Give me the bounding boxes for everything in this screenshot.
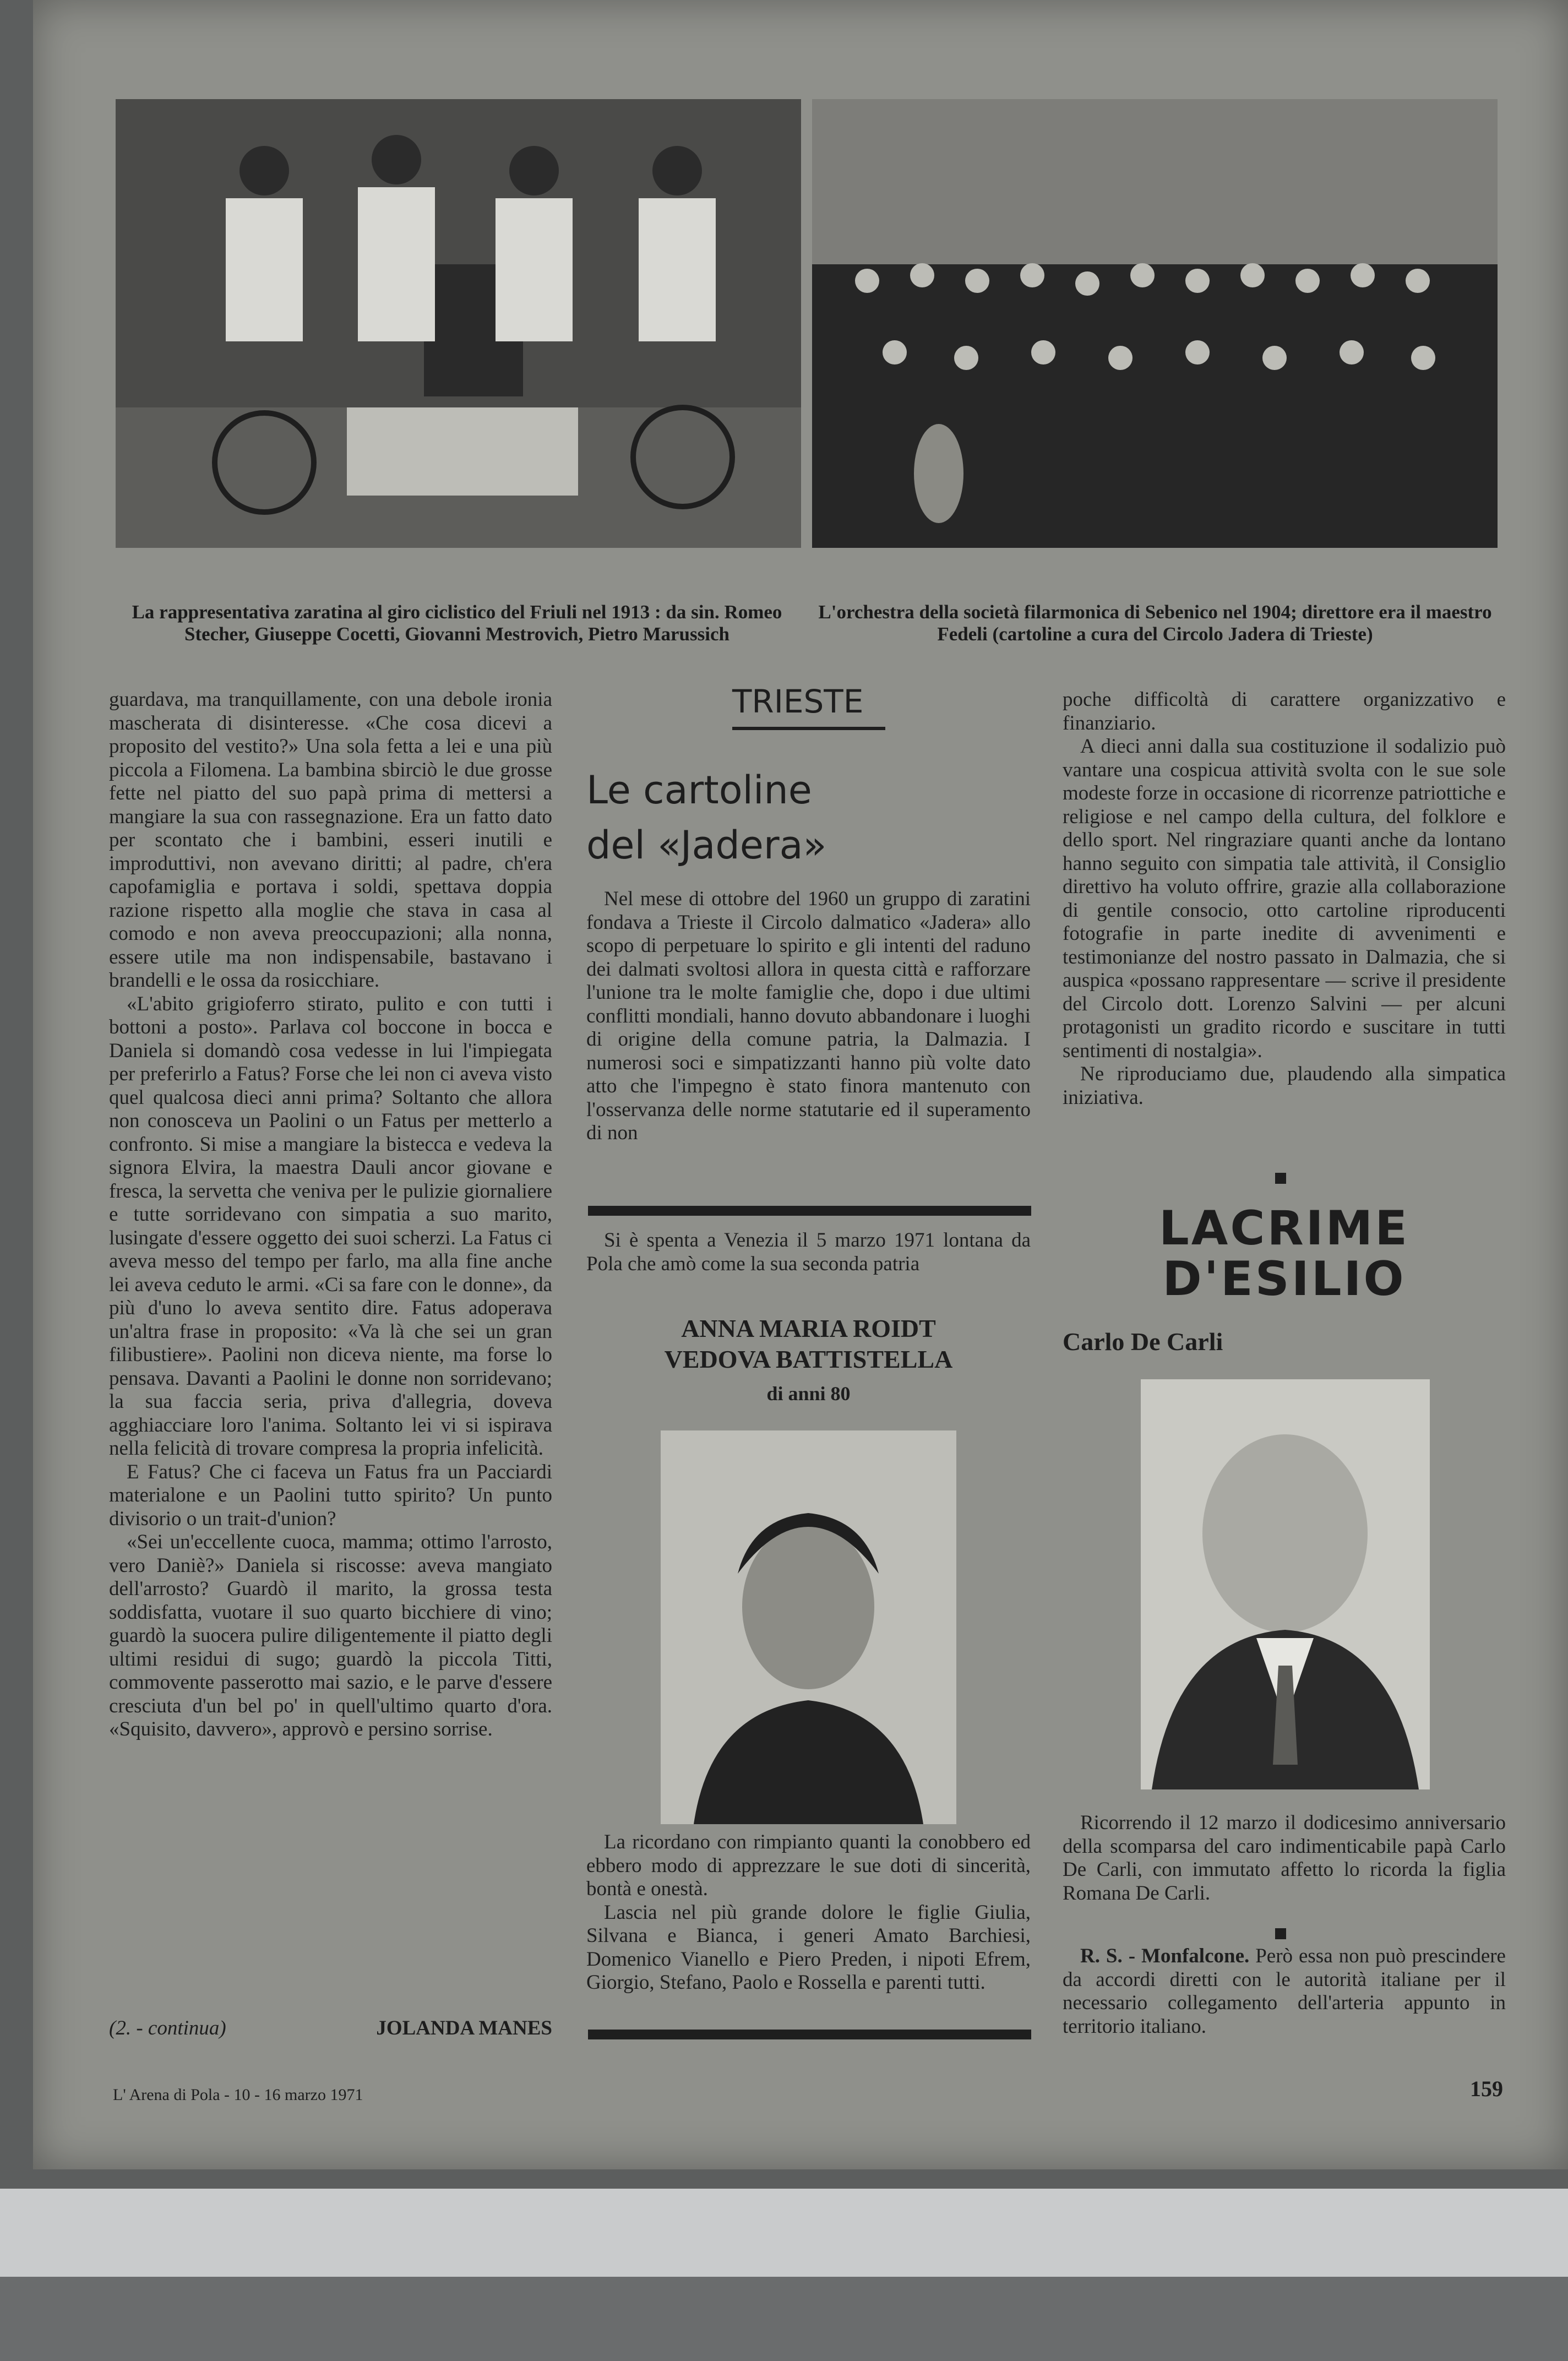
photo-orchestra: [812, 99, 1498, 548]
obituary-body: [586, 1831, 1031, 1995]
obituary-name-line: VEDOVA BATTISTELLA: [664, 1345, 953, 1373]
byline: Carlo De Carli: [1063, 1328, 1223, 1356]
obituary-paragraph: La ricordano con rimpianto quanti la conobbero ed ebbero modo di apprezzare le sue doti di sincerità, bontà e onestà.: [586, 1831, 1031, 1900]
story-column: [109, 688, 552, 1742]
article-paragraph: poche difficoltà di carattere organizzativo e finanziario.: [1063, 688, 1506, 735]
caption-orchestra: L'orchestra della società filarmonica di Sebenico nel 1904; direttore era il maestro Fedeli (cartoline a cura del Circolo Jadera di Trieste): [818, 601, 1492, 645]
memorial-text: [1063, 1811, 1506, 1905]
caption-cyclists: La rappresentativa zaratina al giro ciclistico del Friuli nel 1913 : da sin. Romeo Stecher, Giuseppe Cocetti, Giovanni Mestrovich, Pietro Marussich: [132, 601, 782, 645]
obituary-intro: [586, 1229, 1031, 1276]
background-strip-lower: [0, 2277, 1568, 2361]
article-title: [586, 763, 826, 873]
headline-line: D'ESILIO: [1162, 1252, 1406, 1307]
photo-cyclists: [116, 99, 801, 548]
section-underline: [732, 727, 885, 730]
end-mark: [1275, 1173, 1286, 1184]
story-paragraph: «Sei un'eccellente cuoca, mamma; ottimo l'arrosto, vero Daniè?» Daniela si riscosse: aveva mangiato dell'arrosto? Guardò il marito, la grossa testa soddisfatta, vuotare il suo quarto bicchiere di vino; guardò la suocera pulire diligentemente il piatto degli ultimi residui di sugo; guardò la piccola Titti, commovente passerotto mai sazio, e le parve d'essere cresciuta d'un bel po' in quell'ultimo quarto d'ora. «Squisito, davvero», approvò e persino sorrise.: [109, 1531, 552, 1740]
end-mark: [1275, 1928, 1286, 1939]
background-strip: [0, 2189, 1568, 2277]
footer-publication: L' Arena di Pola - 10 - 16 marzo 1971: [113, 2086, 363, 2104]
section-label: TRIESTE: [732, 683, 864, 720]
story-paragraph: guardava, ma tranquillamente, con una debole ironia mascherata di disinteresse. «Che cosa dicevi a proposito del vestito?» Una sola fetta a lei e una più piccola a Filomena. La bambina sbirciò le due grosse fette nel piatto del suo papà prima di mettersi a mangiare la sua con rassegnazione. Era un fatto dato per scontato che i bambini, esseri inutili e improduttivi, non avevano diritti; al padre, ch'era capofamiglia e portava i soldi, spettava doppia razione rispetto alla moglie che stava in casa al comodo e non aveva preoccupazioni; alla nonna, essere utile ma non indispensabile, bastavano i brandelli e le ossa da rosicchiare.: [109, 688, 552, 992]
story-continued: (2. - continua): [109, 2017, 226, 2039]
headline-line: LACRIME: [1158, 1201, 1410, 1256]
photo-anna-maria-roidt: [661, 1430, 956, 1824]
reader-reply: [1063, 1945, 1506, 2038]
story-paragraph: «L'abito grigioferro stirato, pulito e con tutti i bottoni a posto». Parlava col boccone in bocca e Daniela si domandò cosa vedesse in lui l'impiegata per preferirlo a Fatus? Forse che lei non ci aveva visto quel qualcosa dieci anni prima? Soltanto che allora non conosceva un Paolini o un Fatus per metterlo a confronto. Si mise a mangiare la bistecca e vedeva la signora Elvira, la maestra Dauli ancor giovane e fresca, la servetta che veniva per le pulizie giornaliere e tutte sorridevano con simpatia a suo marito, lusingate d'essere oggetto dei suoi scherzi. La Fatus ci aveva messo del tempo per farlo, ma alla fine anche lei aveva ceduto le armi. «Ci sa fare con le donne», da più d'uno lo aveva sentito dire. Fatus adoperava un'altra frase in proposito: «Va là che sei un gran filibustiere». Paolini non diceva niente, ma forse lo pensava. Davanti a Paolini le donne non sorridevano; la sua faccia seria, priva d'allegria, doveva agghiacciare loro l'anima. Soltanto lei vi si ispirava nella felicità di trovare compresa la propria infelicità.: [109, 992, 552, 1460]
obituary-name: [586, 1313, 1031, 1375]
page-number: 159: [1470, 2076, 1503, 2101]
obituary-name-line: ANNA MARIA ROIDT: [681, 1314, 936, 1342]
divider-rule: [588, 1206, 1031, 1216]
story-author: JOLANDA MANES: [376, 2017, 552, 2039]
article-body: [586, 888, 1031, 1145]
reader-reply-label: R. S. - Monfalcone.: [1080, 1945, 1250, 1967]
article-paragraph: Nel mese di ottobre del 1960 un gruppo di zaratini fondava a Trieste il Circolo dalmatico «Jadera» allo scopo di perpetuare lo spirito e gli intenti del raduno dei dalmati svoltosi allora in questa città e rafforzare l'unione tra le molte famiglie che, dopo i due ultimi conflitti mondiali, hanno dovuto abbandonare i luoghi di origine della comune patria, la Dalmazia. I numerosi soci e simpatizzanti hanno più volte dato atto che l'impegno è stato finora mantenuto con l'osservanza delle norme statutarie ed il superamento di non: [586, 888, 1031, 1144]
article-paragraph: Ne riproduciamo due, plaudendo alla simpatica iniziativa.: [1063, 1063, 1506, 1109]
obituary-age: di anni 80: [766, 1383, 851, 1405]
headline: [1063, 1201, 1506, 1307]
obituary-intro-text: Si è spenta a Venezia il 5 marzo 1971 lontana da Pola che amò come la sua seconda patria: [586, 1229, 1031, 1275]
divider-rule: [588, 2030, 1031, 2039]
article-paragraph: A dieci anni dalla sua costituzione il sodalizio può vantare una cospicua attività svolta con le sue sole modeste forze in occasione di ricorrenze patriottiche e religiose e nel campo della cultura, del folklore e dello sport. Nel ringraziare quanti anche da lontano hanno seguito con simpatia tale attività, il Consiglio direttivo ha voluto offrire, grazie alla collaborazione di gentile consocio, otto cartoline riproducenti fotografie in parte inedite di avvenimenti e testimonianze del nostro passato in Dalmazia, che si auspica «possano rappresentare — scrive il presidente del Circolo dott. Lorenzo Salvini — per alcuni protagonisti un gradito ricordo e suscitare in tutti sentimenti di nostalgia».: [1063, 735, 1506, 1062]
story-paragraph: E Fatus? Che ci faceva un Fatus fra un Pacciardi materialone e un Paolini tutto spirito? Un punto divisorio o un trait-d'union?: [109, 1460, 552, 1530]
photo-carlo-de-carli: [1141, 1379, 1430, 1789]
title-line: Le cartoline: [586, 768, 812, 813]
reader-reply-text: Però essa non può prescindere da accordi diretti con le autorità italiane per il necessario collegamento dell'arteria appunto in territorio italiano.: [1063, 1945, 1506, 2038]
title-line: del «Jadera»: [586, 823, 827, 868]
obituary-paragraph: Lascia nel più grande dolore le figlie Giulia, Silvana e Bianca, i generi Amato Barchiesi, Domenico Vianello e Piero Preden, i nipoti Efrem, Giorgio, Stefano, Paolo e Rossella e parenti tutti.: [586, 1901, 1031, 1994]
article-continuation: [1063, 688, 1506, 1109]
memorial-paragraph: Ricorrendo il 12 marzo il dodicesimo anniversario della scomparsa del caro indimenticabile papà Carlo De Carli, con immutato affetto lo ricorda la figlia Romana De Carli.: [1063, 1811, 1506, 1905]
